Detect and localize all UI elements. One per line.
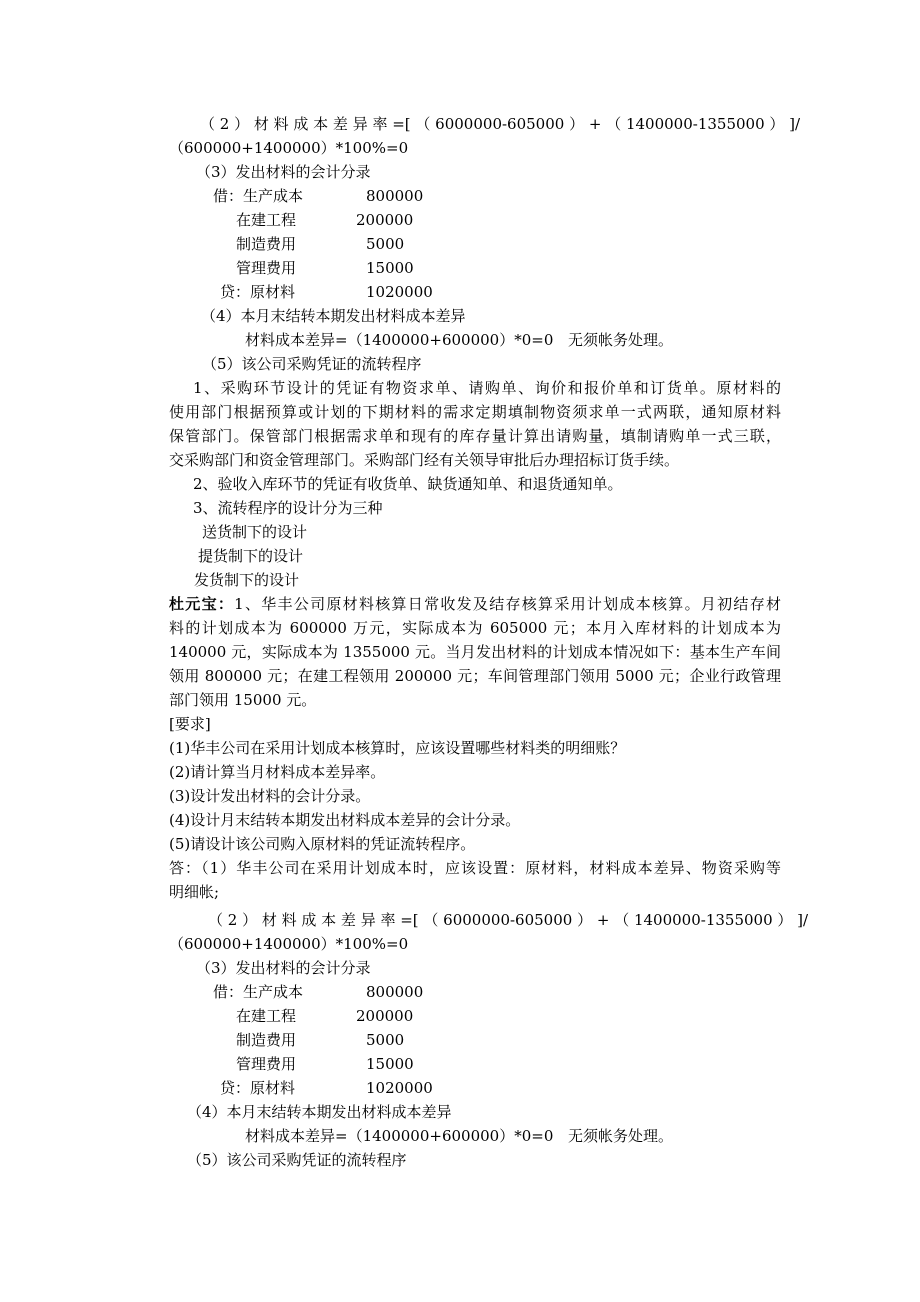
question-line: 140000 元，实际成本为 1355000 元。当月发出材料的计划成本情况如下：基本生产车间: [169, 643, 781, 661]
flow-p3: 3、流转程序的设计分为三种: [193, 499, 383, 517]
entry-label: 制造费用: [236, 235, 297, 253]
flow-heading: （5）该公司采购凭证的流转程序: [202, 355, 422, 373]
answer-line: 明细帐;: [169, 883, 220, 901]
flow-heading: （5）该公司采购凭证的流转程序: [187, 1151, 407, 1169]
entry-label: 制造费用: [236, 1031, 297, 1049]
requirement-item: (3)设计发出材料的会计分录。: [169, 787, 371, 805]
question-line: 料的计划成本为 600000 万元，实际成本为 605000 元；本月入库材料的计划成本为: [169, 619, 781, 637]
entry-amount: 1020000: [366, 283, 433, 301]
diff-formula: 材料成本差异=（1400000+600000）*0=0: [245, 1127, 554, 1145]
entry-amount: 200000: [356, 1007, 414, 1025]
answer-line: 答：（1）华丰公司在采用计划成本时，应该设置：原材料，材料成本差异、物资采购等: [169, 859, 781, 877]
author-name: 杜元宝：: [169, 595, 235, 613]
entry-amount: 5000: [366, 235, 405, 253]
entry-heading: （3）发出材料的会计分录: [196, 163, 371, 181]
entry-amount: 15000: [366, 1055, 414, 1073]
entry-label: 在建工程: [236, 211, 297, 229]
entry-label: 借：生产成本: [213, 187, 304, 205]
requirement-item: (2)请计算当月材料成本差异率。: [169, 763, 386, 781]
requirement-item: (1)华丰公司在采用计划成本核算时，应该设置哪些材料类的明细账？: [169, 739, 626, 757]
design-item: 提货制下的设计: [198, 547, 304, 565]
rate-formula-line1: （ 2 ） 材 料 成 本 差 异 率 =[ （ 6000000-605000 ） + （ 1400000-1355000 ） ]/: [200, 115, 801, 133]
entry-amount: 200000: [356, 211, 414, 229]
entry-amount: 5000: [366, 1031, 405, 1049]
diff-heading: （4）本月末结转本期发出材料成本差异: [201, 307, 466, 325]
rate-formula-line2: （600000+1400000）*100%=0: [169, 139, 409, 157]
flow-p1-line: 保管部门。保管部门根据需求单和现有的库存量计算出请购量，填制请购单一式三联，: [169, 427, 781, 445]
question-line: 领用 800000 元；在建工程领用 200000 元；车间管理部门领用 5000 元；企业行政管理: [169, 667, 781, 685]
diff-note: 无须帐务处理。: [568, 331, 674, 349]
design-item: 发货制下的设计: [194, 571, 300, 589]
flow-p2: 2、验收入库环节的凭证有收货单、缺货通知单、和退货通知单。: [193, 475, 623, 493]
entry-amount: 800000: [366, 983, 424, 1001]
entry-label: 管理费用: [236, 259, 297, 277]
entry-label: 贷：原材料: [220, 1079, 296, 1097]
design-item: 送货制下的设计: [202, 523, 308, 541]
requirements-label: [要求]: [169, 715, 211, 733]
entry-label: 借：生产成本: [213, 983, 304, 1001]
question-line: 部门领用 15000 元。: [169, 691, 317, 709]
diff-heading: （4）本月末结转本期发出材料成本差异: [187, 1103, 452, 1121]
entry-heading: （3）发出材料的会计分录: [196, 959, 371, 977]
flow-p1-line: 使用部门根据预算或计划的下期材料的需求定期填制物资须求单一式两联，通知原材料: [169, 403, 781, 421]
rate-formula-line2: （600000+1400000）*100%=0: [169, 935, 409, 953]
requirement-item: (4)设计月末结转本期发出材料成本差异的会计分录。: [169, 811, 521, 829]
requirement-item: (5)请设计该公司购入原材料的凭证流转程序。: [169, 835, 476, 853]
entry-amount: 15000: [366, 259, 414, 277]
diff-note: 无须帐务处理。: [568, 1127, 674, 1145]
question-first-line: [169, 592, 781, 616]
flow-p1-line: 1、采购环节设计的凭证有物资求单、请购单、询价和报价单和订货单。原材料的: [193, 379, 781, 397]
entry-amount: 1020000: [366, 1079, 433, 1097]
question-line: 1、华丰公司原材料核算日常收发及结存核算采用计划成本核算。月初结存材: [234, 595, 781, 613]
entry-label: 在建工程: [236, 1007, 297, 1025]
entry-label: 贷：原材料: [220, 283, 296, 301]
diff-formula: 材料成本差异=（1400000+600000）*0=0: [245, 331, 554, 349]
entry-amount: 800000: [366, 187, 424, 205]
entry-label: 管理费用: [236, 1055, 297, 1073]
flow-p1-line: 交采购部门和资金管理部门。采购部门经有关领导审批后办理招标订货手续。: [169, 451, 680, 469]
rate-formula-line1: （ 2 ） 材 料 成 本 差 异 率 =[ （ 6000000-605000 ） + （ 1400000-1355000 ） ]/: [208, 911, 809, 929]
